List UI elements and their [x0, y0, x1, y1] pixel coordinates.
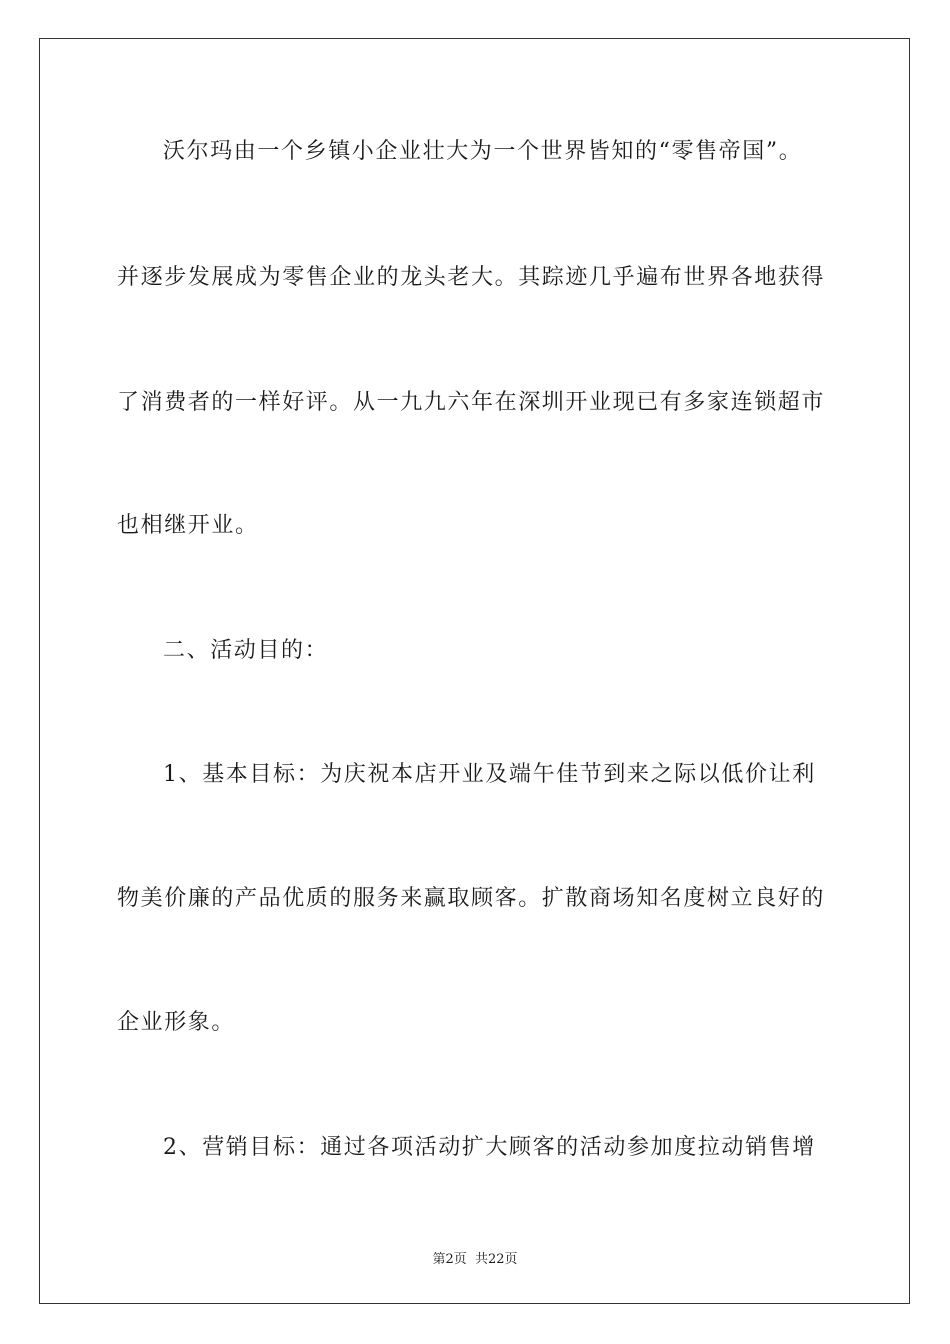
page-border — [39, 38, 910, 1304]
paragraph-line-3: 了消费者的一样好评。从一九九六年在深圳开业现已有多家连锁超市 — [117, 390, 826, 415]
current-page-label: 第2页 — [432, 1252, 467, 1267]
total-pages-label: 共22页 — [474, 1252, 518, 1267]
paragraph-line-2: 并逐步发展成为零售企业的龙头老大。其踪迹几乎遍布世界各地获得 — [117, 265, 826, 290]
paragraph-line-1: 沃尔玛由一个乡镇小企业壮大为一个世界皆知的“零售帝国”。 — [163, 139, 803, 164]
paragraph-line-7: 物美价廉的产品优质的服务来赢取顾客。扩散商场知名度树立良好的 — [117, 886, 826, 911]
paragraph-line-6: 1、基本目标：为庆祝本店开业及端午佳节到来之际以低价让利 — [163, 762, 816, 787]
page-footer — [0, 1248, 950, 1267]
paragraph-line-8: 企业形象。 — [117, 1010, 236, 1035]
paragraph-line-4: 也相继开业。 — [117, 513, 259, 538]
section-heading: 二、活动目的： — [163, 638, 329, 663]
paragraph-line-9: 2、营销目标：通过各项活动扩大顾客的活动参加度拉动销售增 — [163, 1135, 816, 1160]
